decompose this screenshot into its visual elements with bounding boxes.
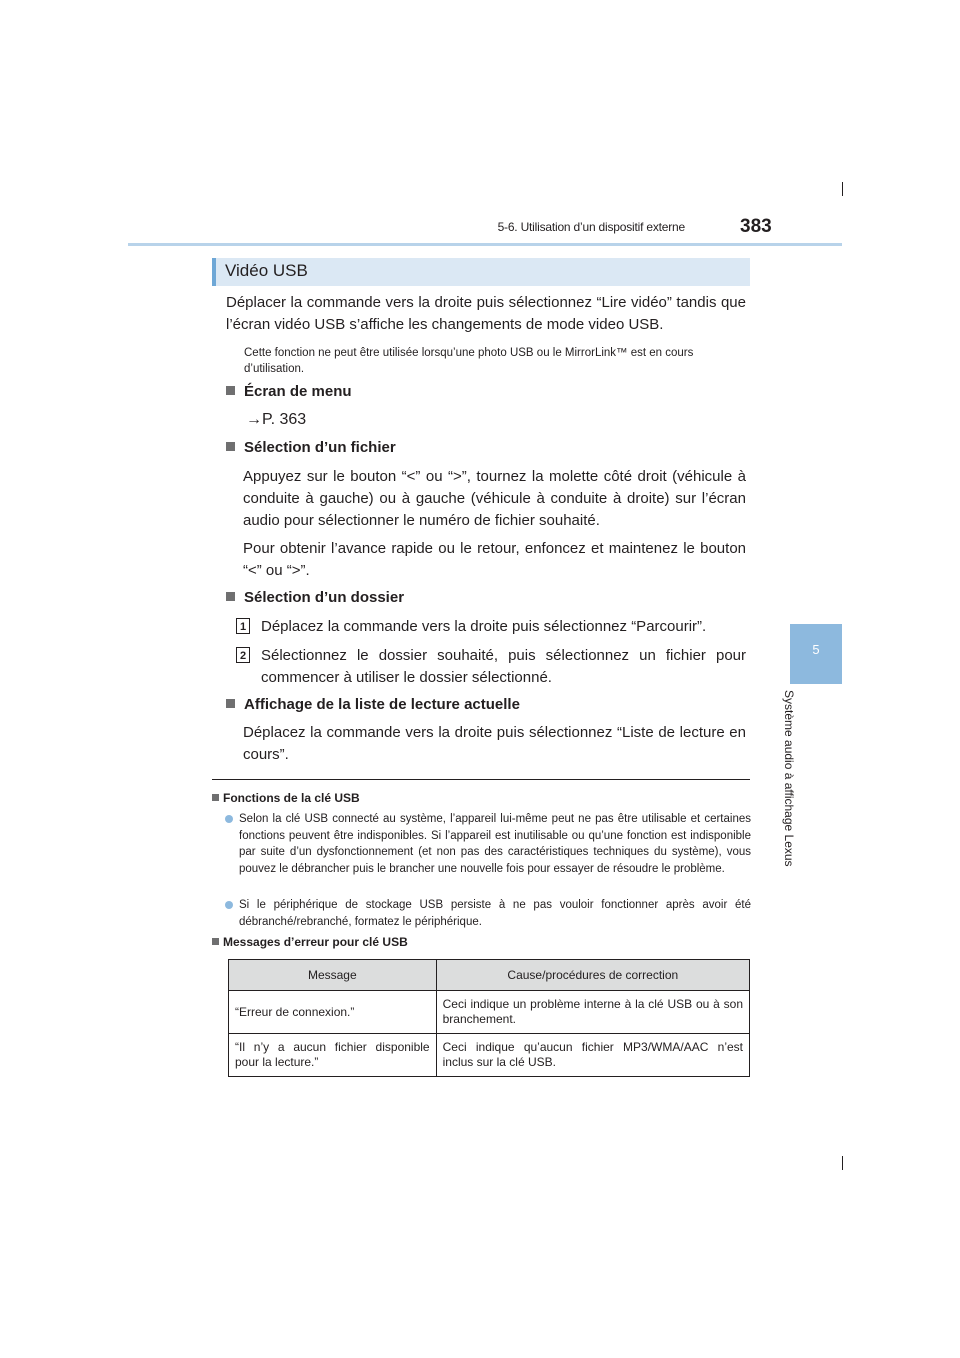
table-cell-cause: Ceci indique qu’aucun fichier MP3/WMA/AAC n’est inclus sur la clé USB. [436, 1034, 749, 1077]
table-row [229, 1034, 750, 1077]
page-number: 383 [740, 216, 772, 237]
table-header-cause: Cause/procédures de correction [436, 960, 749, 991]
chapter-side-title-text: Système audio à affichage Lexus [782, 690, 796, 867]
section-title-bar [212, 258, 750, 286]
menu-heading [226, 383, 352, 400]
table-header-message: Message [229, 960, 437, 991]
square-bullet-icon [212, 794, 219, 801]
usb-bullet-2-text: Si le périphérique de stockage USB persiste à ne pas vouloir fonctionner après avoir été débranché/rebranché, formatez le périphérique. [239, 899, 751, 928]
error-messages-table [228, 959, 750, 1077]
table-cell-message: “Erreur de connexion.” [229, 991, 437, 1034]
usb-bullet-1-text: Selon la clé USB connecté au système, l’appareil lui-même peut ne pas être utilisable et certaines fonctions peuvent être indisponibles. Si l’appareil est inutilisable ou qu’une fonction est indisponible par suite d’un dysfonctionnement (et non pas des caractéristiques techniques du système), vous pouvez le débrancher puis le brancher une nouvelle fois pour essayer de résoudre le problème. [239, 813, 751, 875]
playlist-paragraph: Déplacez la commande vers la droite puis sélectionnez “Liste de lecture en cours”. [243, 724, 746, 763]
square-bullet-icon [212, 938, 219, 945]
intro-paragraph: Déplacer la commande vers la droite puis sélectionnez “Lire vidéo” tandis que l’écran vidéo USB s’affiche les changements de mode video USB. [226, 294, 746, 333]
file-select-heading-text: Sélection d’un fichier [244, 439, 396, 456]
menu-heading-text: Écran de menu [244, 383, 352, 400]
chapter-tab: 5 [790, 624, 842, 684]
header-rule [128, 243, 842, 246]
step-text-1: Déplacez la commande vers la droite puis sélectionnez “Parcourir”. [261, 618, 707, 635]
file-select-paragraph-2: Pour obtenir l’avance rapide ou le retour, enfoncez et maintenez le bouton “<” ou “>”. [243, 540, 746, 579]
step-number-2: 2 [236, 647, 250, 663]
errors-heading-text: Messages d’erreur pour clé USB [223, 935, 408, 949]
menu-page-ref[interactable]: →P. 363 [246, 411, 307, 428]
square-bullet-icon [226, 442, 235, 451]
usb-bullet-2 [225, 897, 751, 930]
running-header: 5-6. Utilisation d’un dispositif externe [497, 220, 685, 234]
step-number-1: 1 [236, 618, 250, 634]
round-bullet-icon [225, 901, 233, 909]
file-select-paragraph-1: Appuyez sur le bouton “<” ou “>”, tournez la molette côté droit (véhicule à conduite à gauche) ou à gauche (véhicule à conduite à droite) sur l’écran audio pour sélectionner le numéro de fichier souhaité. [243, 468, 746, 529]
folder-select-heading [226, 589, 404, 606]
crop-mark-top [842, 182, 843, 196]
section-title: Vidéo USB [225, 261, 308, 280]
step-text-2: Sélectionnez le dossier souhaité, puis sélectionnez un fichier pour commencer à utiliser le dossier sélectionné. [261, 647, 746, 686]
table-cell-cause: Ceci indique un problème interne à la clé USB ou à son branchement. [436, 991, 749, 1034]
table-row [229, 991, 750, 1034]
usb-bullet-1 [225, 811, 751, 877]
usb-functions-heading-text: Fonctions de la clé USB [223, 791, 360, 805]
note-paragraph: Cette fonction ne peut être utilisée lorsqu’une photo USB ou le MirrorLink™ est en cours d’utilisation. [244, 347, 694, 375]
file-select-heading [226, 439, 396, 456]
square-bullet-icon [226, 592, 235, 601]
chapter-side-title [776, 690, 816, 880]
errors-heading [212, 935, 408, 949]
table-header-row [229, 960, 750, 991]
playlist-heading-text: Affichage de la liste de lecture actuelle [244, 696, 520, 713]
table-cell-message: “Il n’y a aucun fichier disponible pour la lecture.” [229, 1034, 437, 1077]
playlist-heading [226, 696, 520, 713]
section-divider [212, 779, 750, 780]
square-bullet-icon [226, 699, 235, 708]
usb-functions-heading [212, 791, 360, 805]
crop-mark-bottom [842, 1156, 843, 1170]
round-bullet-icon [225, 815, 233, 823]
folder-select-heading-text: Sélection d’un dossier [244, 589, 405, 606]
square-bullet-icon [226, 386, 235, 395]
